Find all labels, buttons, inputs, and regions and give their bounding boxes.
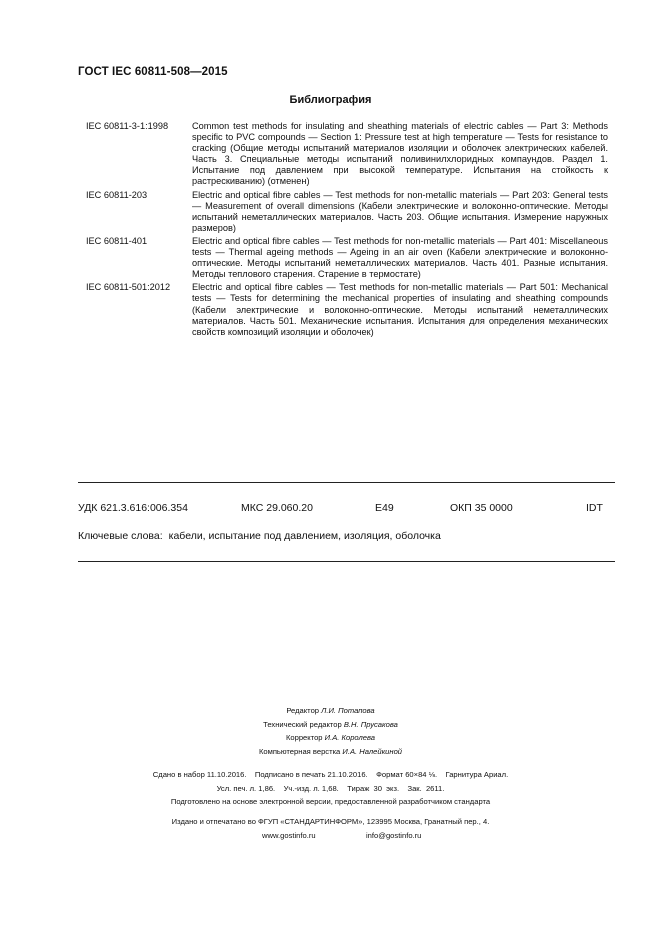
credit-name: В.Н. Прусакова	[343, 719, 398, 729]
reference-description: Electric and optical fibre cables — Test methods for non-metallic materials — Part 501: Mechanical tests — Tests for determining the mechanical properties of insulating and sheathing compounds (Кабели электрические и волоконно-оптические. Методы испытаний неметаллических материалов. Часть 501. Механические испытания. Испытания для определения механических свойств композиций изоляции и оболочек)	[192, 282, 608, 337]
bibliography-entry	[86, 190, 608, 234]
mks-code: МКС 29.060.20	[241, 502, 313, 514]
credit-layout	[0, 745, 661, 759]
e-code: Е49	[375, 502, 394, 514]
reference-description: Common test methods for insulating and sheathing materials of electric cables — Part 3: Methods specific to PVC compounds — Section 1: Pressure test at high temperature — Tests for resistance to cracking (Общие методы испытаний материалов изоляции и оболочек электрических кабелей. Часть 3. Специальные методы испытаний поливинилхлоридных компаундов. Раздел 1. Испытание под давлением при высокой температуре. Испытания на стойкость к растрескиванию) (отменен)	[192, 121, 608, 187]
divider-top	[78, 482, 615, 483]
credit-name: Л.И. Потапова	[321, 706, 375, 715]
keywords-line	[78, 530, 441, 542]
divider-bottom	[78, 561, 615, 562]
keywords-value: кабели, испытание под давлением, изоляция, оболочка	[168, 530, 441, 542]
credit-name: И.А. Налейкиной	[342, 746, 403, 756]
publication-print-details: Усл. печ. л. 1,86. Уч.-изд. л. 1,68. Тираж 30 экз. Зак. 2611.	[216, 783, 445, 793]
reference-code: IEC 60811-401	[86, 235, 148, 246]
idt-marker: IDT	[586, 502, 603, 514]
publication-source-note: Подготовлено на основе электронной версии, предоставленной разработчиком стандарта	[170, 797, 491, 806]
bibliography-entry	[86, 121, 608, 188]
document-code: ГОСТ IEC 60811-508—2015	[78, 66, 228, 78]
reference-description: Electric and optical fibre cables — Test methods for non-metallic materials — Part 203: General tests — Measurement of overall dimensions (Кабели электрические и волоконно-оптические. Методы испытаний неметаллических материалов. Часть 203. Общие испытания. Измерение наружных размеров)	[192, 189, 608, 233]
publisher-info	[0, 815, 661, 842]
keywords-label: Ключевые слова:	[78, 530, 163, 542]
publication-dates: Сдано в набор 11.10.2016. Подписано в печать 21.10.2016. Формат 60×84 ⅛. Гарнитура Ариал.	[152, 770, 509, 779]
okp-code: ОКП 35 0000	[450, 502, 513, 514]
bibliography-title: Библиография	[289, 94, 372, 106]
reference-code: IEC 60811-203	[86, 189, 148, 200]
reference-description: Electric and optical fibre cables — Test methods for non-metallic materials — Part 401: Miscellaneous tests — Thermal ageing methods — Ageing in an air oven (Кабели электрические и волоконно-оптические. Методы испытаний неметаллических материалов. Часть 401. Разные испытания. Методы теплового старения. Старение в термостате)	[192, 235, 608, 280]
credit-tech-editor	[0, 718, 661, 732]
credit-label: Технический редактор	[263, 719, 342, 729]
credit-editor	[0, 704, 661, 718]
credit-label: Редактор	[286, 706, 320, 715]
udk-code: УДК 621.3.616:006.354	[78, 502, 188, 514]
credit-label: Компьютерная верстка	[258, 746, 341, 756]
bibliography-entry	[86, 236, 608, 280]
credit-name: И.А. Королева	[324, 733, 376, 742]
reference-code: IEC 60811-3-1:1998	[86, 121, 169, 131]
credit-corrector	[0, 731, 661, 745]
email-link[interactable]: info@gostinfo.ru	[366, 830, 422, 840]
publisher-contacts	[0, 829, 661, 842]
publication-info	[0, 768, 661, 809]
bibliography-entry	[86, 282, 608, 337]
publisher-address: Издано и отпечатано во ФГУП «СТАНДАРТИНФОРМ», 123995 Москва, Гранатный пер., 4.	[171, 817, 490, 826]
website-link[interactable]: www.gostinfo.ru	[262, 830, 316, 840]
bibliography-list	[86, 121, 608, 340]
reference-code: IEC 60811-501:2012	[86, 282, 171, 293]
credits-block	[0, 704, 661, 758]
credit-label: Корректор	[285, 733, 323, 742]
